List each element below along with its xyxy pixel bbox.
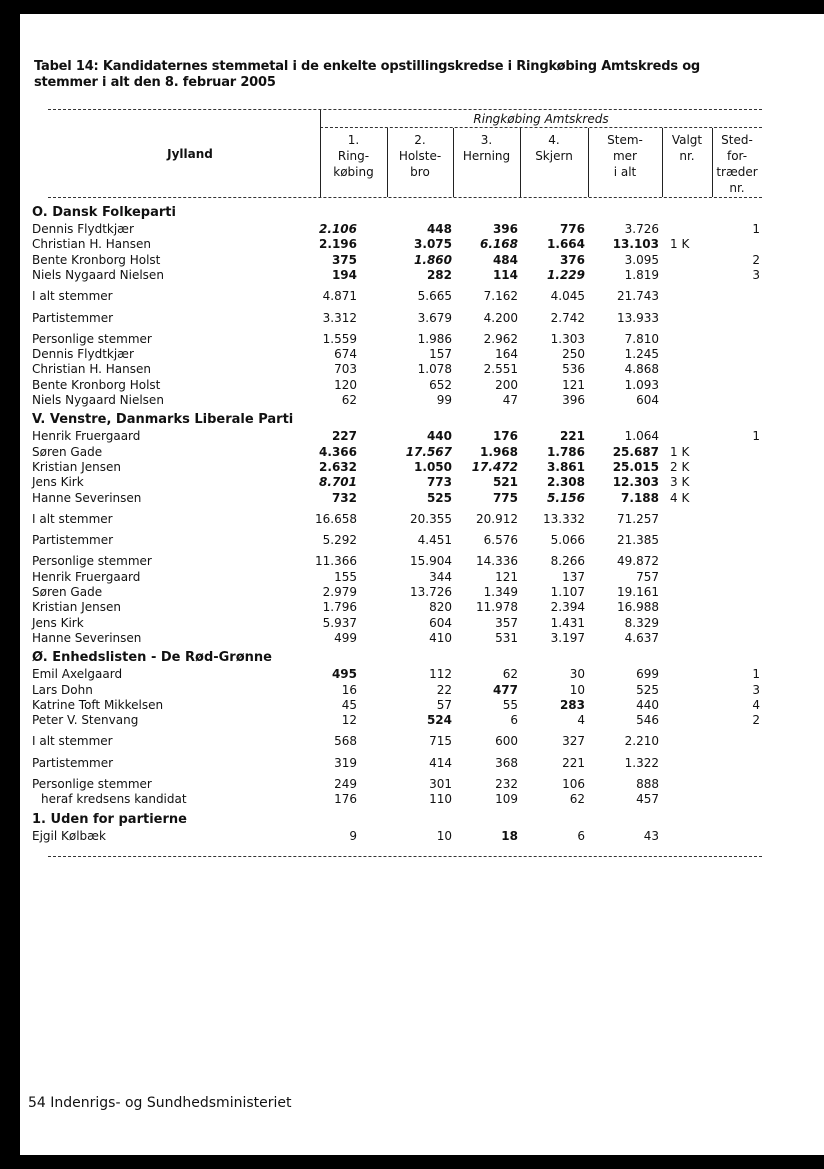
stedfortraeder-cell: 1 — [752, 429, 760, 444]
column-header — [387, 132, 453, 180]
vote-cell: 7.188 — [621, 490, 659, 505]
column-header — [320, 132, 387, 180]
vote-cell: 1.245 — [624, 347, 659, 362]
vote-cell: 448 — [426, 222, 452, 236]
vote-cell: 1.050 — [414, 459, 452, 474]
column-header-line: Stem- — [607, 133, 643, 147]
vote-cell: 531 — [495, 630, 518, 645]
row-label: Niels Nygaard Nielsen — [32, 267, 164, 282]
row-label: Katrine Toft Mikkelsen — [32, 697, 164, 712]
row-label: Emil Axelgaard — [32, 667, 123, 682]
vote-cell: 6.576 — [483, 533, 518, 548]
vote-cell: 12 — [341, 713, 357, 728]
vote-cell: 21.385 — [617, 533, 659, 548]
vote-cell: 2.962 — [483, 331, 518, 346]
column-header-line: nr. — [679, 149, 695, 163]
vote-cell: 19.161 — [617, 585, 659, 599]
vote-cell: 112 — [429, 667, 452, 682]
table-row — [0, 460, 804, 475]
vote-cell: 2.210 — [624, 734, 659, 749]
vote-cell: 3.861 — [547, 459, 585, 474]
vote-cell: 121 — [495, 569, 518, 584]
vote-cell: 1.796 — [322, 600, 357, 615]
table-row — [0, 777, 804, 792]
vote-cell: 327 — [562, 734, 585, 749]
vote-cell: 2.551 — [483, 362, 518, 377]
row-label: Søren Gade — [32, 585, 103, 599]
table-row — [0, 311, 804, 326]
table-row — [0, 512, 804, 527]
vote-cell: 357 — [495, 615, 518, 630]
row-label: Henrik Fruergaard — [32, 429, 141, 444]
column-header-line: 2. — [414, 133, 426, 147]
vote-cell: 820 — [429, 600, 452, 615]
vote-cell: 604 — [636, 393, 659, 407]
column-header-line: Skjern — [535, 149, 573, 163]
vote-cell: 1.229 — [547, 267, 585, 282]
vote-cell: 16.988 — [617, 600, 659, 615]
rule-top — [48, 109, 762, 110]
vote-cell: 18 — [501, 828, 518, 843]
vote-cell: 484 — [492, 252, 518, 267]
vote-cell: 30 — [569, 667, 585, 682]
vote-cell: 5.665 — [417, 289, 452, 304]
vote-cell: 6 — [577, 828, 585, 843]
vote-cell: 13.332 — [543, 511, 585, 526]
table-row — [0, 631, 804, 646]
vote-cell: 775 — [492, 490, 518, 505]
vote-cell: 221 — [559, 429, 585, 444]
vote-cell: 499 — [334, 630, 357, 645]
table-row — [0, 393, 804, 408]
row-label: Bente Kronborg Holst — [32, 377, 161, 392]
vote-cell: 10 — [436, 828, 452, 843]
vote-cell: 604 — [429, 615, 452, 630]
rule-bottom — [48, 856, 762, 857]
vote-cell: 699 — [636, 667, 659, 682]
column-header-line: Sted- — [721, 133, 753, 147]
vote-cell: 10 — [569, 682, 585, 697]
vote-cell: 776 — [559, 222, 585, 236]
vote-cell: 2.632 — [319, 459, 357, 474]
vote-cell: 1.107 — [550, 585, 585, 599]
row-label: I alt stemmer — [32, 734, 113, 749]
vote-cell: 7.162 — [483, 289, 518, 304]
vote-cell: 109 — [495, 792, 518, 807]
row-label: Søren Gade — [32, 444, 103, 459]
vote-cell: 22 — [436, 682, 452, 697]
vote-cell: 4.045 — [550, 289, 585, 304]
table-row — [0, 667, 804, 682]
table-row — [0, 616, 804, 631]
vote-cell: 13.726 — [410, 585, 452, 599]
table-row — [0, 268, 804, 283]
column-header — [662, 132, 712, 164]
vote-cell: 17.472 — [471, 459, 518, 474]
table-row — [0, 347, 804, 362]
table-row — [0, 683, 804, 698]
vote-cell: 283 — [559, 697, 585, 712]
vote-cell: 674 — [334, 347, 357, 362]
column-header-line: 1. — [347, 133, 360, 147]
table-title: Tabel 14: Kandidaternes stemmetal i de enkelte opstillingskredse i Ringkøbing Amtskreds og stemmer i alt den 8. februar 2005 — [34, 59, 701, 90]
column-header-line: 4. — [548, 133, 560, 147]
vote-cell: 3.197 — [550, 630, 585, 645]
vote-cell: 495 — [331, 667, 357, 682]
vote-cell: 4.637 — [624, 630, 659, 645]
vote-cell: 3.679 — [417, 310, 452, 325]
row-label: Ejgil Kølbæk — [32, 828, 106, 843]
valgt-cell: 3 K — [670, 475, 690, 490]
vote-cell: 1.559 — [322, 331, 357, 346]
vote-cell: 4.868 — [624, 362, 659, 377]
table-row — [0, 533, 804, 548]
column-header-line: træder — [716, 165, 758, 179]
stedfortraeder-cell: 2 — [752, 252, 760, 267]
vote-cell: 71.257 — [617, 511, 659, 526]
vote-cell: 5.292 — [322, 533, 357, 548]
vote-cell: 8.701 — [319, 475, 357, 490]
vote-cell: 1.349 — [483, 585, 518, 599]
vote-cell: 250 — [562, 347, 585, 362]
row-label: Niels Nygaard Nielsen — [32, 393, 164, 407]
vote-cell: 45 — [341, 697, 357, 712]
vote-cell: 1.303 — [550, 331, 585, 346]
stedfortraeder-cell: 4 — [752, 697, 760, 712]
vote-cell: 221 — [562, 755, 585, 770]
row-label: Partistemmer — [32, 533, 114, 548]
party-heading: O. Dansk Folkeparti — [32, 205, 176, 220]
column-header — [520, 132, 588, 164]
vote-cell: 5.156 — [547, 490, 585, 505]
table-row — [0, 713, 804, 728]
stedfortraeder-cell: 3 — [752, 267, 760, 282]
vote-cell: 121 — [562, 377, 585, 392]
vote-cell: 47 — [502, 393, 518, 407]
vote-cell: 375 — [331, 252, 357, 267]
vote-cell: 1.322 — [624, 755, 659, 770]
column-header-line: Holste- — [398, 149, 442, 163]
party-heading: V. Venstre, Danmarks Liberale Parti — [32, 412, 294, 428]
row-label: Jens Kirk — [32, 475, 84, 490]
vote-cell: 600 — [495, 734, 518, 749]
vote-cell: 8.329 — [624, 615, 659, 630]
vote-cell: 414 — [429, 755, 452, 770]
vote-cell: 11.978 — [476, 600, 518, 615]
vote-cell: 1.664 — [547, 237, 585, 252]
vote-cell: 440 — [636, 697, 659, 712]
vote-cell: 568 — [334, 734, 357, 749]
vote-cell: 227 — [331, 429, 357, 444]
vote-cell: 120 — [334, 377, 357, 392]
table-row — [0, 829, 804, 844]
table-row — [0, 445, 804, 460]
table-row — [0, 698, 804, 713]
vote-cell: 4.366 — [319, 444, 357, 459]
row-label: Hanne Severinsen — [32, 490, 142, 505]
vote-cell: 282 — [426, 267, 452, 282]
vote-cell: 525 — [426, 490, 452, 505]
vote-cell: 62 — [502, 667, 518, 682]
vote-cell: 43 — [643, 828, 659, 843]
table-row — [0, 600, 804, 615]
table-row — [0, 362, 804, 377]
stedfortraeder-cell: 1 — [752, 222, 760, 236]
vote-cell: 49.872 — [617, 554, 659, 569]
row-label: Partistemmer — [32, 310, 114, 325]
valgt-cell: 2 K — [670, 459, 690, 474]
vote-cell: 2.106 — [319, 222, 357, 236]
row-label: Jens Kirk — [32, 615, 84, 630]
vote-cell: 4.200 — [483, 310, 518, 325]
row-label: Dennis Flydtkjær — [32, 222, 134, 236]
table-row — [0, 491, 804, 506]
column-header-line: i alt — [613, 165, 637, 179]
valgt-cell: 4 K — [670, 490, 690, 505]
vote-cell: 155 — [334, 569, 357, 584]
row-label: heraf kredsens kandidat — [41, 792, 187, 807]
vote-cell: 6.168 — [480, 237, 518, 252]
vote-cell: 57 — [436, 697, 452, 712]
vote-cell: 2.308 — [547, 475, 585, 490]
column-header-line: Ring- — [337, 149, 370, 163]
vote-cell: 525 — [636, 682, 659, 697]
vote-cell: 319 — [334, 755, 357, 770]
vote-cell: 396 — [492, 222, 518, 236]
vote-cell: 6 — [510, 713, 518, 728]
vote-cell: 368 — [495, 755, 518, 770]
vote-cell: 1.986 — [417, 331, 452, 346]
vote-cell: 25.015 — [612, 459, 659, 474]
column-header — [712, 132, 762, 196]
vote-cell: 888 — [636, 777, 659, 791]
vote-cell: 773 — [426, 475, 452, 490]
table-row — [0, 222, 804, 237]
valgt-cell: 1 K — [670, 237, 690, 252]
vote-cell: 3.312 — [322, 310, 357, 325]
vote-cell: 114 — [492, 267, 518, 282]
column-header-line: købing — [333, 165, 374, 179]
vote-cell: 110 — [429, 792, 452, 807]
vote-cell: 14.336 — [476, 554, 518, 569]
vote-cell: 249 — [334, 777, 357, 791]
vote-cell: 7.810 — [624, 331, 659, 346]
table-row — [0, 429, 804, 444]
vote-cell: 176 — [492, 429, 518, 444]
vote-cell: 1.064 — [624, 429, 659, 444]
table-row — [0, 570, 804, 585]
vote-cell: 17.567 — [405, 444, 452, 459]
vote-cell: 2.742 — [550, 310, 585, 325]
vote-cell: 62 — [569, 792, 585, 807]
vote-cell: 164 — [495, 347, 518, 362]
table-row — [0, 734, 804, 749]
vote-cell: 2.979 — [322, 585, 357, 599]
row-label: Hanne Severinsen — [32, 630, 142, 645]
vote-cell: 524 — [426, 713, 452, 728]
vote-cell: 376 — [559, 252, 585, 267]
vote-cell: 2.196 — [319, 237, 357, 252]
vote-cell: 20.355 — [410, 511, 452, 526]
rule-header-bottom — [48, 197, 762, 198]
column-header-line: mer — [612, 149, 637, 163]
row-label: Christian H. Hansen — [32, 362, 151, 377]
vote-cell: 1.078 — [417, 362, 452, 377]
vote-cell: 396 — [562, 393, 585, 407]
vote-cell: 99 — [436, 393, 452, 407]
row-label: Dennis Flydtkjær — [32, 347, 134, 362]
vote-cell: 715 — [429, 734, 452, 749]
stedfortraeder-cell: 3 — [752, 682, 760, 697]
vote-cell: 1.786 — [547, 444, 585, 459]
table-row — [0, 378, 804, 393]
party-heading: 1. Uden for partierne — [32, 811, 187, 827]
region-label: Jylland — [167, 147, 213, 161]
vote-cell: 652 — [429, 377, 452, 392]
row-label: Henrik Fruergaard — [32, 569, 141, 584]
row-label: Personlige stemmer — [32, 554, 152, 569]
valgt-cell: 1 K — [670, 444, 690, 459]
column-header-line: 3. — [480, 133, 493, 147]
vote-cell: 1.819 — [624, 267, 659, 282]
vote-cell: 20.912 — [476, 511, 518, 526]
row-label: Peter V. Stenvang — [32, 713, 139, 728]
row-label: Kristian Jensen — [32, 459, 121, 474]
amtskreds-label: Ringkøbing Amtskreds — [473, 112, 609, 126]
vote-cell: 440 — [426, 429, 452, 444]
vote-cell: 200 — [495, 377, 518, 392]
vote-cell: 5.066 — [550, 533, 585, 548]
table-row — [0, 756, 804, 771]
row-label: I alt stemmer — [32, 511, 113, 526]
table-row — [0, 554, 804, 569]
row-label: Personlige stemmer — [32, 777, 152, 791]
vote-cell: 2.394 — [550, 600, 585, 615]
vote-cell: 521 — [492, 475, 518, 490]
row-label: Personlige stemmer — [32, 331, 152, 346]
vote-cell: 13.103 — [612, 237, 659, 252]
row-label: Kristian Jensen — [32, 600, 121, 615]
party-heading: Ø. Enhedslisten - De Rød-Grønne — [32, 650, 272, 666]
vote-cell: 137 — [562, 569, 585, 584]
vote-cell: 1.860 — [414, 252, 452, 267]
vote-cell: 13.933 — [617, 310, 659, 325]
row-label: I alt stemmer — [32, 289, 113, 304]
vote-cell: 457 — [636, 792, 659, 807]
vote-cell: 106 — [562, 777, 585, 791]
row-label: Partistemmer — [32, 755, 114, 770]
vote-cell: 62 — [341, 393, 357, 407]
row-label: Christian H. Hansen — [32, 237, 151, 252]
vote-cell: 11.366 — [315, 554, 357, 569]
vote-cell: 12.303 — [612, 475, 659, 490]
vote-cell: 3.075 — [414, 237, 452, 252]
vote-cell: 55 — [502, 697, 518, 712]
vote-cell: 157 — [429, 347, 452, 362]
vote-cell: 232 — [495, 777, 518, 791]
table-row — [0, 585, 804, 600]
vote-cell: 546 — [636, 713, 659, 728]
column-header-line: bro — [410, 165, 430, 179]
vote-cell: 732 — [331, 490, 357, 505]
vote-cell: 757 — [636, 569, 659, 584]
column-header — [453, 132, 520, 164]
stedfortraeder-cell: 1 — [752, 667, 760, 682]
vote-cell: 536 — [562, 362, 585, 377]
vote-cell: 16.658 — [315, 511, 357, 526]
vote-cell: 15.904 — [410, 554, 452, 569]
table-row — [0, 237, 804, 252]
vote-cell: 410 — [429, 630, 452, 645]
vote-cell: 3.095 — [624, 252, 659, 267]
vote-cell: 4.871 — [322, 289, 357, 304]
vote-cell: 4 — [577, 713, 585, 728]
vote-cell: 21.743 — [617, 289, 659, 304]
column-header — [588, 132, 662, 180]
row-label: Bente Kronborg Holst — [32, 252, 161, 267]
table-row — [0, 475, 804, 490]
vote-cell: 1.093 — [624, 377, 659, 392]
page-footer: 54 Indenrigs- og Sundhedsministeriet — [28, 1095, 292, 1111]
table-row — [0, 792, 804, 807]
table-row — [0, 332, 804, 347]
vote-cell: 9 — [349, 828, 357, 843]
vote-cell: 5.937 — [322, 615, 357, 630]
vote-cell: 194 — [331, 267, 357, 282]
vote-cell: 3.726 — [624, 222, 659, 236]
vote-cell: 4.451 — [417, 533, 452, 548]
column-header-line: nr. — [729, 181, 745, 195]
vote-cell: 703 — [334, 362, 357, 377]
vote-cell: 477 — [492, 682, 518, 697]
vote-cell: 1.968 — [480, 444, 518, 459]
column-header-line: for- — [726, 149, 748, 163]
vote-cell: 16 — [341, 682, 357, 697]
column-header-line: Herning — [462, 149, 511, 163]
vote-cell: 344 — [429, 569, 452, 584]
column-header-line: Valgt — [671, 133, 703, 147]
stedfortraeder-cell: 2 — [752, 713, 760, 728]
vote-cell: 1.431 — [550, 615, 585, 630]
vote-cell: 25.687 — [612, 444, 659, 459]
table-row — [0, 289, 804, 304]
row-label: Lars Dohn — [32, 682, 93, 697]
table-row — [0, 253, 804, 268]
vote-cell: 176 — [334, 792, 357, 807]
vote-cell: 8.266 — [550, 554, 585, 569]
vote-cell: 301 — [429, 777, 452, 791]
